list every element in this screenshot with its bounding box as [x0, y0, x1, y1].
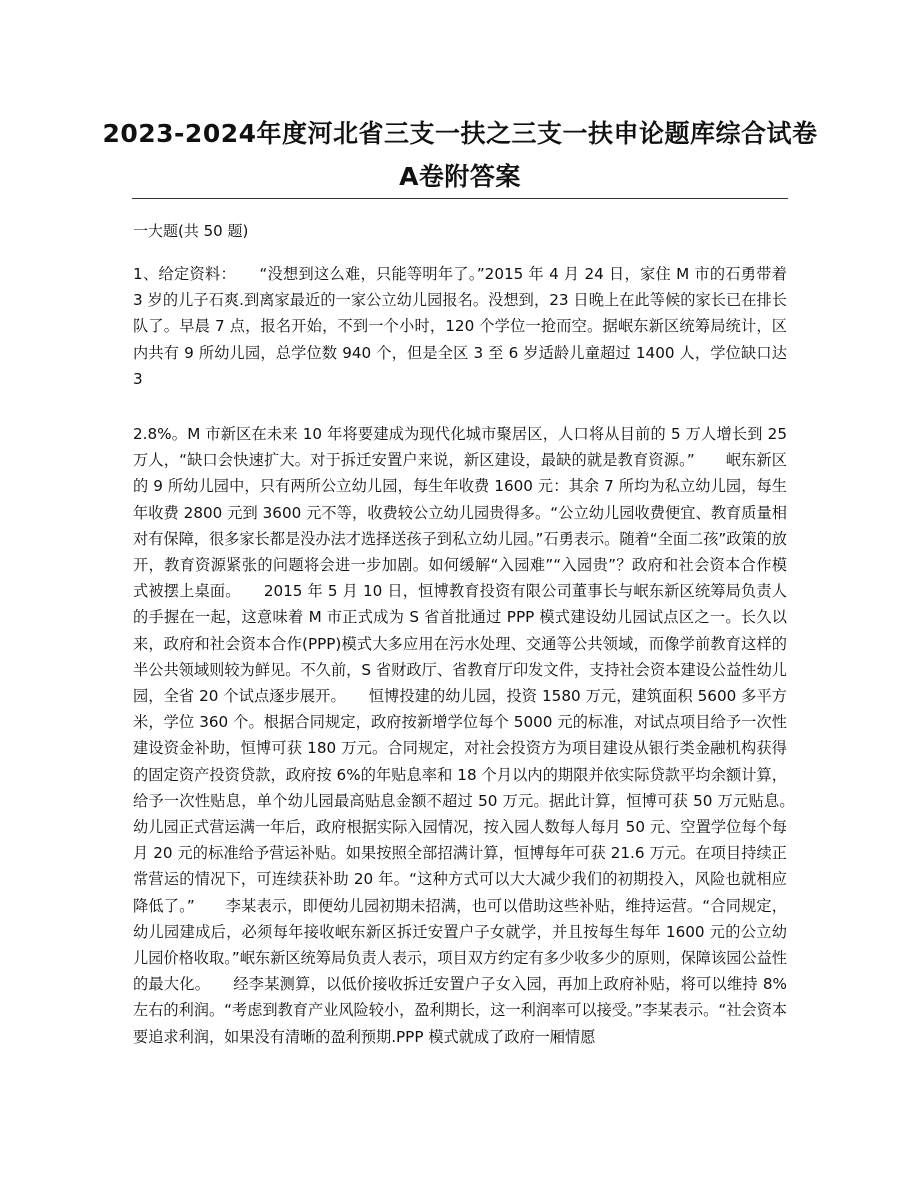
title-divider: [132, 198, 788, 199]
section-heading: 一大题(共 50 题): [133, 222, 249, 240]
document-title: 2023-2024年度河北省三支一扶之三支一扶申论题库综合试卷A卷附答案: [102, 119, 818, 191]
question-1-continuation: 2.8%。M 市新区在未来 10 年将要建成为现代化城市聚居区，人口将从目前的 5 万人增长到 25 万人，“缺口会快速扩大。对于拆迁安置户来说，新区建设，最缺的就是教育资源。” 岷东新区的 9 所幼儿园中，只有两所公立幼儿园，每生年收费 1600 元：其余 7 所均为私立幼儿园，每生年收费 2800 元到 3600 元不等，收费较公立幼儿园贵得多。“公立幼儿园收费便宜、教育质量相对有保障，很多家长都是没办法才选择送孩子到私立幼儿园。”石勇表示。随着“全面二孩”政策的放开，教育资源紧张的问题将会进一步加剧。如何缓解“入园难”“入园贵”？政府和社会资本合作模式被摆上桌面。 2015 年 5 月 10 日，恒博教育投资有限公司董事长与岷东新区统筹局负责人的手握在一起，这意味着 M 市正式成为 S 省首批通过 PPP 模式建设幼儿园试点区之一。长久以来，政府和社会资本合作(PPP)模式大多应用在污水处理、交通等公共领域，而像学前教育这样的半公共领域则较为鲜见。不久前，S 省财政厅、省教育厅印发文件，支持社会资本建设公益性幼儿园，全省 20 个试点逐步展开。 恒博投建的幼儿园，投资 1580 万元，建筑面积 5600 多平方米，学位 360 个。根据合同规定，政府按新增学位每个 5000 元的标准，对试点项目给予一次性建设资金补助，恒博可获 180 万元。合同规定，对社会投资方为项目建设从银行类金融机构获得的固定资产投资贷款，政府按 6%的年贴息率和 18 个月以内的期限并依实际贷款平均余额计算，给予一次性贴息，单个幼儿园最高贴息金额不超过 50 万元。据此计算，恒博可获 50 万元贴息。 幼儿园正式营运满一年后，政府根据实际入园情况，按入园人数每人每月 50 元、空置学位每个每月 20 元的标准给予营运补贴。如果按照全部招满计算，恒博每年可获 21.6 万元。在项目持续正常营运的情况下，可连续获补助 20 年。“这种方式可以大大减少我们的初期投入，风险也就相应降低了。” 李某表示，即便幼儿园初期未招满，也可以借助这些补贴，维持运营。“合同规定，幼儿园建成后，必须每年接收岷东新区拆迁安置户子女就学，并且按每生每年 1600 元的公立幼儿园价格收取。”岷东新区统筹局负责人表示，项目双方约定有多少收多少的原则，保障该园公益性的最大化。 经李某测算，以低价接收拆迁安置户子女入园，再加上政府补贴，将可以维持 8%左右的利润。“考虑到教育产业风险较小，盈利期长，这一利润率可以接受。”李某表示。“社会资本要追求利润，如果没有清晰的盈利预期.PPP 模式就成了政府一厢情愿: [133, 425, 818, 1046]
question-1-text: 1、给定资料： “没想到这么难，只能等明年了。”2015 年 4 月 24 日，家住 M 市的石勇带着 3 岁的儿子石爽.到离家最近的一家公立幼儿园报名。没想到，23 日晚上在此等候的家长已在排长队了。早晨 7 点，报名开始，不到一个小时，120 个学位一抢而空。据岷东新区统筹局统计，区内共有 9 所幼儿园，总学位数 940 个，但是全区 3 至 6 岁适龄儿童超过 1400 人，学位缺口达 3: [133, 265, 787, 388]
